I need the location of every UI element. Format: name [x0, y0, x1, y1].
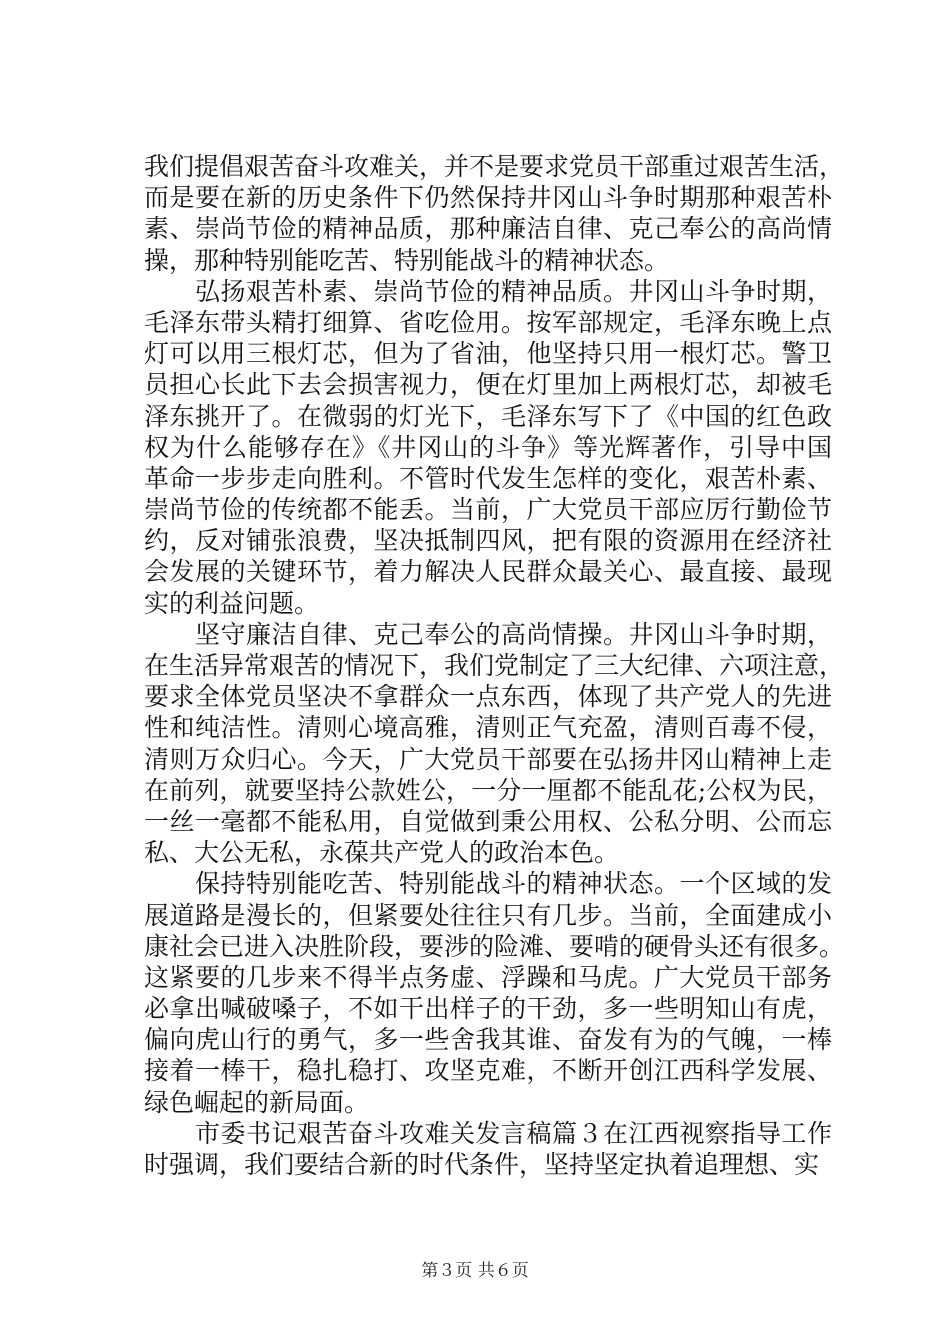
text-line: 市委书记艰苦奋斗攻难关发言稿篇３在江西视察指导工作 — [144, 1118, 832, 1148]
text-line: 而是要在新的历史条件下仍然保持井冈山斗争时期那种艰苦朴 — [144, 183, 832, 213]
text-line: 偏向虎山行的勇气，多一些舍我其谁、奋发有为的气魄，一棒 — [144, 1025, 832, 1055]
text-line: 毛泽东带头精打细算、省吃俭用。按军部规定，毛泽东晚上点 — [144, 307, 832, 337]
text-line: 必拿出喊破嗓子，不如干出样子的干劲，多一些明知山有虎， — [144, 994, 832, 1024]
paragraph — [144, 619, 845, 869]
paragraph — [144, 1118, 832, 1180]
text-line: 这紧要的几步来不得半点务虚、浮躁和马虎。广大党员干部务 — [144, 962, 832, 992]
text-line: 接着一棒干，稳扎稳打、攻坚克难，不断开创江西科学发展、 — [144, 1056, 832, 1086]
text-line: 康社会已进入决胜阶段，要涉的险滩、要啃的硬骨头还有很多。 — [144, 931, 845, 961]
text-line: 时强调，我们要结合新的时代条件，坚持坚定执着追理想、实 — [144, 1150, 820, 1179]
text-line: 绿色崛起的新局面。 — [144, 1087, 370, 1117]
text-line: 会发展的关键环节，着力解决人民群众最关心、最直接、最现 — [144, 557, 832, 587]
text-line: 弘扬艰苦朴素、崇尚节俭的精神品质。井冈山斗争时期， — [144, 276, 832, 306]
paragraph — [144, 868, 845, 1118]
text-line: 在生活异常艰苦的情况下，我们党制定了三大纪律、六项注意， — [144, 651, 845, 680]
page-number-footer: 第３页 共６页 — [421, 1261, 529, 1281]
text-line: 操，那种特别能吃苦、特别能战斗的精神状态。 — [144, 245, 670, 275]
text-line: 性和纯洁性。清则心境高雅，清则正气充盈，清则百毒不侵， — [144, 713, 832, 743]
text-line: 我们提倡艰苦奋斗攻难关，并不是要求党员干部重过艰苦生活， — [144, 152, 845, 181]
text-line: 员担心长此下去会损害视力，便在灯里加上两根灯芯，却被毛 — [144, 370, 832, 400]
text-line: 展道路是漫长的，但紧要处往往只有几步。当前，全面建成小 — [144, 900, 832, 930]
paragraph — [144, 276, 832, 619]
text-line: 在前列，就要坚持公款姓公，一分一厘都不能乱花;公权为民， — [144, 775, 832, 805]
text-line: 革命一步步走向胜利。不管时代发生怎样的变化，艰苦朴素、 — [144, 463, 832, 493]
text-line: 坚守廉洁自律、克己奉公的高尚情操。井冈山斗争时期， — [144, 619, 832, 649]
paragraph — [144, 151, 845, 276]
text-line: 保持特别能吃苦、特别能战斗的精神状态。一个区域的发 — [144, 869, 832, 899]
document-body — [144, 151, 845, 1180]
text-line: 约，反对铺张浪费，坚决抵制四风，把有限的资源用在经济社 — [144, 526, 832, 556]
text-line: 泽东挑开了。在微弱的灯光下，毛泽东写下了《中国的红色政 — [144, 401, 832, 431]
text-line: 崇尚节俭的传统都不能丢。当前，广大党员干部应厉行勤俭节 — [144, 495, 832, 525]
text-line: 一丝一毫都不能私用，自觉做到秉公用权、公私分明、公而忘 — [144, 806, 832, 836]
text-line: 清则万众归心。今天，广大党员干部要在弘扬井冈山精神上走 — [144, 744, 832, 774]
text-line: 要求全体党员坚决不拿群众一点东西，体现了共产党人的先进 — [144, 682, 832, 712]
text-line: 灯可以用三根灯芯，但为了省油，他坚持只用一根灯芯。警卫 — [144, 339, 832, 369]
text-line: 实的利益问题。 — [144, 588, 320, 618]
text-line: 私、大公无私，永葆共产党人的政治本色。 — [144, 838, 620, 868]
text-line: 素、崇尚节俭的精神品质，那种廉洁自律、克己奉公的高尚情 — [144, 214, 832, 244]
text-line: 权为什么能够存在》《井冈山的斗争》等光辉著作，引导中国 — [144, 432, 832, 462]
